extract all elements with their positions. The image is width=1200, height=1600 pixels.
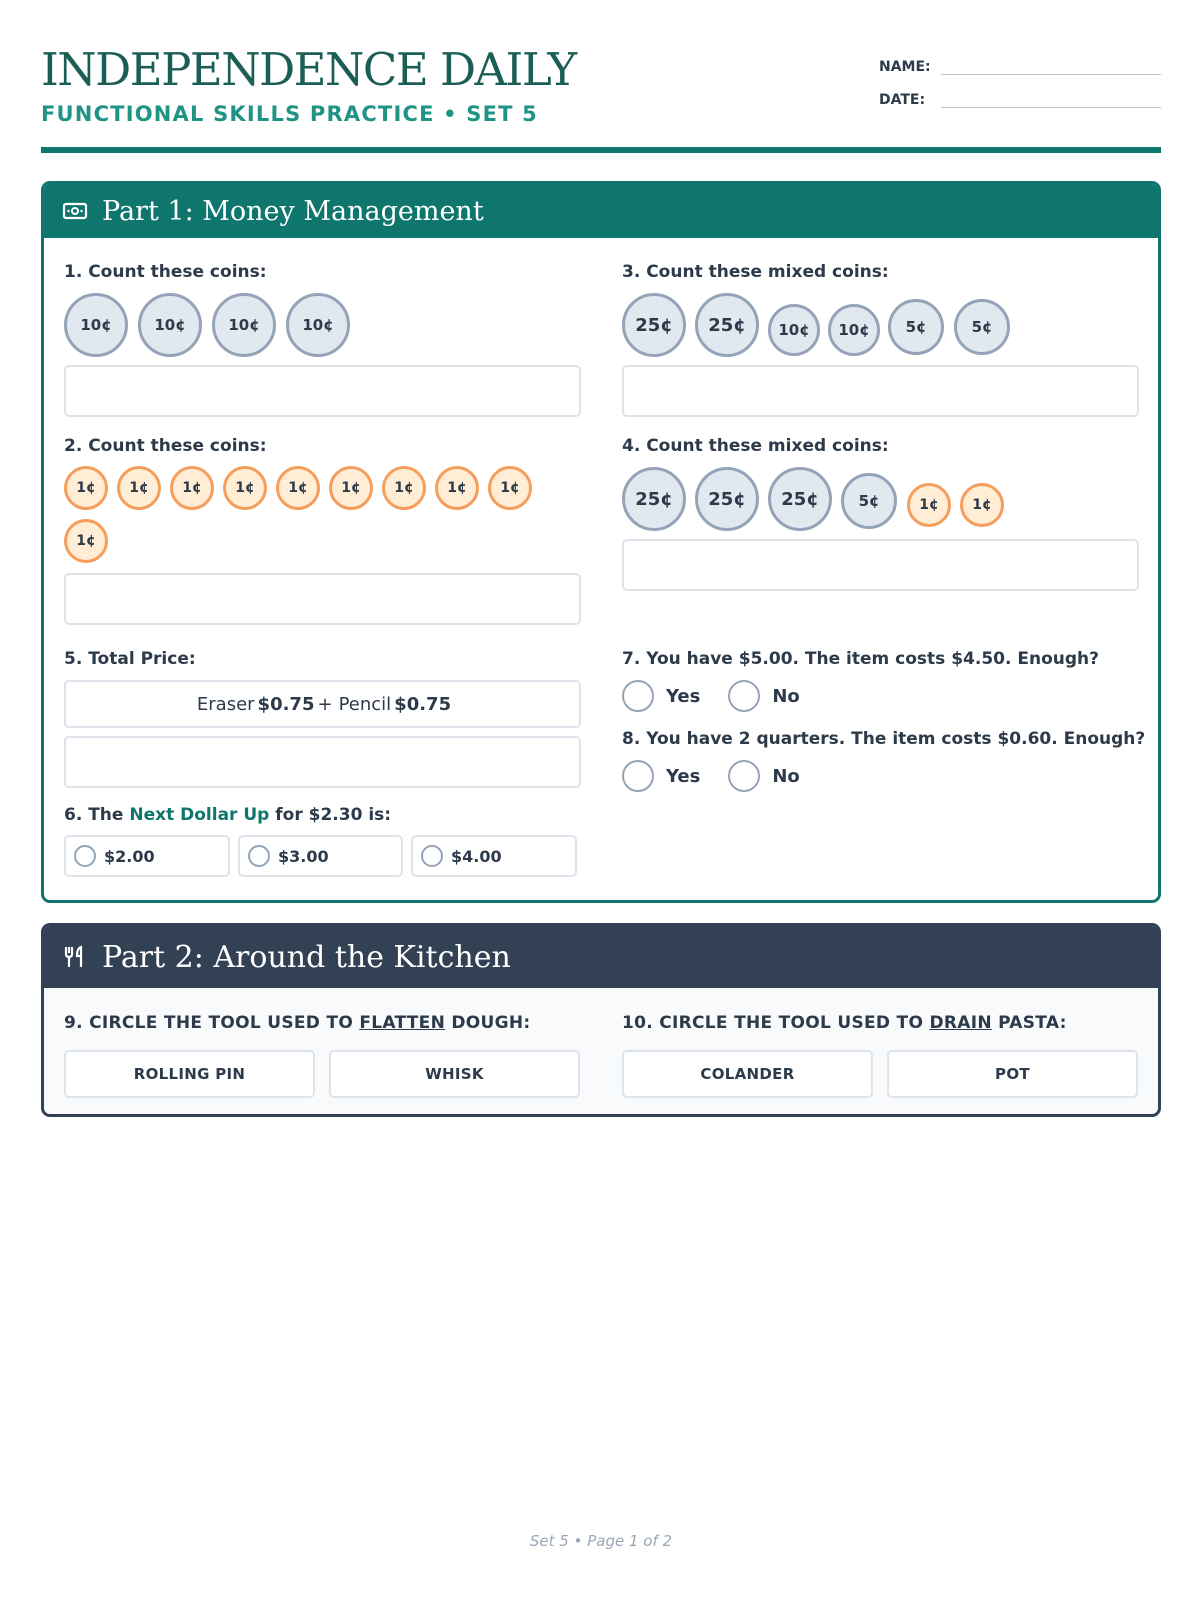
q8-no-label: No: [772, 765, 800, 787]
question-2: [64, 435, 581, 625]
q10-options: [622, 1050, 1138, 1098]
q5-price-box: [64, 680, 581, 728]
q9-options: [64, 1050, 580, 1098]
q9-label-pre: 9. CIRCLE THE TOOL USED TO: [64, 1013, 360, 1033]
q3-answer-box[interactable]: [622, 365, 1139, 417]
q1-answer-box[interactable]: [64, 365, 581, 417]
q6-label-post: for $2.30 is:: [269, 805, 392, 825]
coin-nickel: 5¢: [954, 299, 1010, 355]
coin-penny: 1¢: [960, 483, 1004, 527]
q1-label: 1. Count these coins:: [64, 262, 267, 282]
coin-nickel: 5¢: [841, 473, 897, 529]
q3-label: 3. Count these mixed coins:: [622, 262, 889, 282]
part2-title: Part 2: Around the Kitchen: [102, 939, 511, 975]
q9-label-post: DOUGH:: [445, 1013, 531, 1033]
option-colander[interactable]: COLANDER: [622, 1050, 873, 1098]
option-whisk[interactable]: WHISK: [329, 1050, 580, 1098]
q8-yes-label: Yes: [666, 765, 701, 787]
radio-circle[interactable]: [74, 845, 96, 867]
q2-coins: [64, 466, 544, 563]
coin-quarter: 25¢: [695, 467, 759, 531]
option-rolling-pin[interactable]: ROLLING PIN: [64, 1050, 315, 1098]
q6-option-3[interactable]: [411, 835, 577, 877]
coin-dime: 10¢: [828, 304, 880, 356]
worksheet-header: [41, 0, 1161, 154]
q4-coins: [622, 466, 1139, 532]
q10-label: [622, 1012, 1138, 1034]
coin-dime: 10¢: [768, 304, 820, 356]
coin-penny: 1¢: [223, 466, 267, 510]
q1-coins: [64, 292, 581, 358]
q10-label-underlined: DRAIN: [929, 1013, 992, 1033]
utensils-icon: [62, 944, 88, 970]
worksheet-subtitle: FUNCTIONAL SKILLS PRACTICE • SET 5: [41, 102, 538, 126]
name-label: NAME:: [879, 59, 931, 75]
coin-penny: 1¢: [488, 466, 532, 510]
coin-penny: 1¢: [382, 466, 426, 510]
q6-option-2[interactable]: [238, 835, 403, 877]
q8-yes-radio[interactable]: [622, 760, 654, 792]
q10-label-pre: 10. CIRCLE THE TOOL USED TO: [622, 1013, 930, 1033]
item1-name: Eraser: [196, 693, 255, 715]
coin-quarter: 25¢: [695, 293, 759, 357]
q8-no-radio[interactable]: [728, 760, 760, 792]
coin-dime: 10¢: [212, 293, 276, 357]
item1-price: $0.75: [257, 693, 315, 715]
q8-label: 8. You have 2 quarters. The item costs $0.60. Enough?: [622, 729, 1146, 749]
name-row: [879, 42, 1161, 75]
q10-label-post: PASTA:: [991, 1013, 1067, 1033]
part2-panel: [41, 923, 1161, 1117]
date-field[interactable]: [941, 85, 1161, 108]
coin-dime: 10¢: [138, 293, 202, 357]
q6-choices: [64, 835, 577, 877]
q7-no-radio[interactable]: [728, 680, 760, 712]
question-4: [622, 435, 1139, 591]
q3-coins: [622, 292, 1139, 358]
radio-circle[interactable]: [421, 845, 443, 867]
coin-quarter: 25¢: [768, 467, 832, 531]
q2-label: 2. Count these coins:: [64, 436, 267, 456]
plus-sign: +: [317, 693, 333, 715]
q9-label: [64, 1012, 580, 1034]
part1-panel: [41, 181, 1161, 903]
option-pot[interactable]: POT: [887, 1050, 1138, 1098]
q6-option-label: $2.00: [104, 846, 155, 866]
q6-label-pre: 6. The: [64, 805, 130, 825]
student-info: [879, 42, 1161, 108]
radio-circle[interactable]: [248, 845, 270, 867]
item2-name: Pencil: [338, 693, 392, 715]
part2-header: [44, 926, 1158, 988]
header-divider: [41, 147, 1161, 153]
question-10: [622, 1012, 1138, 1098]
q2-answer-box[interactable]: [64, 573, 581, 625]
coin-quarter: 25¢: [622, 293, 686, 357]
q6-option-label: $4.00: [451, 846, 502, 866]
q6-label: [64, 804, 577, 826]
coin-penny: 1¢: [276, 466, 320, 510]
q8-choices: [622, 760, 1145, 792]
coin-penny: 1¢: [64, 466, 108, 510]
coin-penny: 1¢: [329, 466, 373, 510]
coin-penny: 1¢: [170, 466, 214, 510]
q4-label: 4. Count these mixed coins:: [622, 436, 889, 456]
coin-dime: 10¢: [286, 293, 350, 357]
question-5: [64, 648, 581, 788]
name-field[interactable]: [941, 52, 1161, 75]
question-6: [64, 804, 577, 877]
question-1: [64, 261, 581, 417]
coin-penny: 1¢: [435, 466, 479, 510]
coin-penny: 1¢: [64, 519, 108, 563]
date-row: [879, 75, 1161, 108]
q9-label-underlined: FLATTEN: [359, 1013, 446, 1033]
q7-yes-label: Yes: [666, 685, 701, 707]
q5-answer-box[interactable]: [64, 736, 581, 788]
question-3: [622, 261, 1139, 417]
q6-label-accent: Next Dollar Up: [129, 805, 270, 825]
q6-option-1[interactable]: [64, 835, 230, 877]
item2-price: $0.75: [394, 693, 452, 715]
coin-penny: 1¢: [117, 466, 161, 510]
part1-title: Part 1: Money Management: [102, 195, 484, 227]
question-8: [622, 728, 1145, 792]
q7-choices: [622, 680, 1099, 712]
banknote-icon: [62, 198, 88, 224]
page-footer: Set 5 • Page 1 of 2: [529, 1532, 673, 1550]
coin-penny: 1¢: [907, 483, 951, 527]
coin-quarter: 25¢: [622, 467, 686, 531]
question-7: [622, 648, 1099, 712]
worksheet-page: [41, 0, 1161, 1600]
q7-yes-radio[interactable]: [622, 680, 654, 712]
date-label: DATE:: [879, 92, 926, 108]
coin-nickel: 5¢: [888, 299, 944, 355]
q7-no-label: No: [772, 685, 800, 707]
coin-dime: 10¢: [64, 293, 128, 357]
q4-answer-box[interactable]: [622, 539, 1139, 591]
q6-option-label: $3.00: [278, 846, 329, 866]
q5-label: 5. Total Price:: [64, 649, 196, 669]
worksheet-title: INDEPENDENCE DAILY: [41, 43, 576, 96]
question-9: [64, 1012, 580, 1098]
q7-label: 7. You have $5.00. The item costs $4.50. Enough?: [622, 649, 1099, 669]
part1-header: [44, 184, 1158, 238]
